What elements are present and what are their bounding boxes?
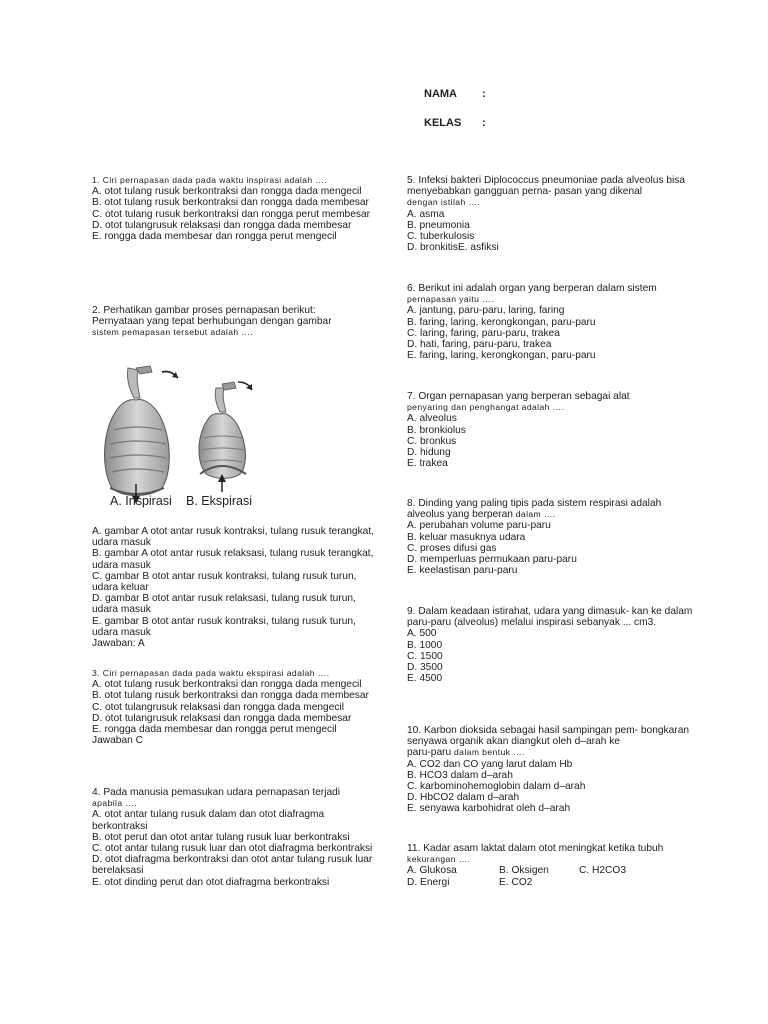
question-stem-line: kekurangan …. xyxy=(407,854,471,865)
name-colon: : xyxy=(482,88,486,100)
option-c: C. otot tulangrusuk relaksasi dan rongga dada mengecil xyxy=(92,701,345,713)
question-stem-line: penyaring dan penghangat adalah …. xyxy=(407,402,565,413)
option-e: E. CO2 xyxy=(499,876,533,888)
option-c: C. proses difusi gas xyxy=(407,542,497,554)
option-e: E. senyawa karbohidrat oleh d–arah xyxy=(407,803,571,815)
question-stem-line xyxy=(407,747,697,758)
question-stem-line: 10. Karbon dioksida sebagai hasil sampingan pem- bongkaran senyawa organik akan diangkut oleh d–arah ke xyxy=(407,725,690,748)
option-b: B. Oksigen xyxy=(499,865,549,877)
option-a: A. CO2 dan CO yang larut dalam Hb xyxy=(407,758,573,770)
class-field xyxy=(424,117,486,129)
question-stem-line xyxy=(407,509,697,520)
stem-part: dalam …. xyxy=(512,509,556,520)
question-6 xyxy=(407,283,697,361)
stem-part: paru-paru xyxy=(407,747,452,759)
option-a: A. asma xyxy=(407,208,445,220)
question-3 xyxy=(92,668,382,746)
option-c: C. karbominohemoglobin dalam d–arah xyxy=(407,781,586,793)
figure-caption-b: B. Ekspirasi xyxy=(186,494,252,508)
option-c: C. H2CO3 xyxy=(579,865,626,877)
question-2-stem xyxy=(92,305,382,339)
option-c: C. otot antar tulang rusuk luar dan otot diafragma berkontraksi xyxy=(92,843,373,855)
option-c: C. tuberkulosis xyxy=(407,231,475,243)
name-field xyxy=(424,88,486,100)
option-b: B. otot perut dan otot antar tulang rusuk luar berkontraksi xyxy=(92,831,350,843)
option-b: B. gambar A otot antar rusuk relaksasi, tulang rusuk terangkat, udara masuk xyxy=(92,548,374,571)
question-stem-line: 11. Kadar asam laktat dalam otot meningkat ketika tubuh xyxy=(407,843,664,854)
question-stem-line: apabila …. xyxy=(92,798,138,809)
question-4 xyxy=(92,787,382,888)
option-a: A. alveolus xyxy=(407,413,457,425)
option-c: C. laring, faring, paru-paru, trakea xyxy=(407,327,560,339)
question-stem-line: 6. Berikut ini adalah organ yang berperan dalam sistem xyxy=(407,283,657,294)
option-a: A. jantung, paru-paru, laring, faring xyxy=(407,305,565,317)
question-stem-line: 7. Organ pernapasan yang berperan sebagai alat xyxy=(407,391,630,402)
question-stem-line: Pernyataan yang tepat berhubungan dengan gambar xyxy=(92,316,332,328)
option-d: D. 3500 xyxy=(407,662,443,674)
option-c: C. bronkus xyxy=(407,435,457,447)
option-c: C. otot tulang rusuk berkontraksi dan rongga perut membesar xyxy=(92,208,371,220)
option-d: D. otot tulangrusuk relaksasi dan rongga dada membesar xyxy=(92,219,352,231)
option-b: B. otot tulang rusuk berkontraksi dan rongga dada membesar xyxy=(92,690,369,702)
class-colon: : xyxy=(482,117,486,129)
inspiration-lungs-icon xyxy=(105,366,179,504)
option-b: B. 1000 xyxy=(407,639,443,651)
question-stem-line: 8. Dinding yang paling tipis pada sistem respirasi adalah xyxy=(407,498,662,509)
question-stem-line: 2. Perhatikan gambar proses pernapasan berikut: xyxy=(92,305,316,316)
question-stem: 9. Dalam keadaan istirahat, udara yang dimasuk- kan ke dalam paru-paru (alveolus) melalui inspirasi sebanyak ... cm3. xyxy=(407,606,693,629)
option-d: D. gambar B otot antar rusuk relaksasi, tulang rusuk turun, udara masuk xyxy=(92,593,356,616)
question-5 xyxy=(407,175,697,253)
option-a: A. gambar A otot antar rusuk kontraksi, tulang rusuk terangkat, udara masuk xyxy=(92,526,375,549)
option-a: A. otot antar tulang rusuk dalam dan otot diafragma berkontraksi xyxy=(92,809,325,832)
option-e: E. rongga dada membesar dan rongga perut mengecil xyxy=(92,231,337,243)
option-a: A. otot tulang rusuk berkontraksi dan rongga dada mengecil xyxy=(92,679,362,691)
question-stem-line: 4. Pada manusia pemasukan udara pernapasan terjadi xyxy=(92,787,341,798)
option-e: E. rongga dada membesar dan rongga perut mengecil xyxy=(92,724,337,736)
option-e: E. keelastisan paru-paru xyxy=(407,565,518,577)
question-stem-line: dengan istilah …. xyxy=(407,197,481,208)
stem-part: alveolus yang berperan xyxy=(407,509,513,521)
expiration-lungs-icon xyxy=(199,382,252,492)
question-2-options xyxy=(92,526,382,649)
option-a: A. Glukosa xyxy=(407,865,457,877)
lungs-figure xyxy=(92,360,292,510)
option-a: A. otot tulang rusuk berkontraksi dan rongga dada mengecil xyxy=(92,186,362,198)
option-d: D. otot diafragma berkontraksi dan otot antar tulang rusuk luar berelaksasi xyxy=(92,854,373,877)
answer: Jawaban: A xyxy=(92,638,145,650)
option-e: E. trakea xyxy=(407,458,448,470)
option-e: E. otot dinding perut dan otot diafragma berkontraksi xyxy=(92,876,330,888)
question-stem-line: sistem pemapasan tersebut adalah …. xyxy=(92,327,254,338)
option-b: B. pneumonia xyxy=(407,219,470,231)
option-d: D. hati, faring, paru-paru, trakea xyxy=(407,339,552,351)
option-d: D. otot tulangrusuk relaksasi dan rongga dada membesar xyxy=(92,712,352,724)
option-c: C. 1500 xyxy=(407,650,443,662)
question-stem: 1. Ciri pernapasan dada pada waktu inspirasi adalah …. xyxy=(92,175,328,185)
question-stem-line: 5. Infeksi bakteri Diplococcus pneumoniae pada alveolus bisa menyebabkan gangguan perna- pasan yang dikenal xyxy=(407,175,686,198)
option-b: B. otot tulang rusuk berkontraksi dan rongga dada membesar xyxy=(92,197,369,209)
option-d: D. Energi xyxy=(407,876,450,888)
figure-caption-a: A. Inspirasi xyxy=(110,494,172,508)
answer: Jawaban C xyxy=(92,735,143,747)
option-b: B. faring, laring, kerongkongan, paru-paru xyxy=(407,316,596,328)
option-b: B. HCO3 dalam d–arah xyxy=(407,769,513,781)
question-9 xyxy=(407,606,697,684)
options-row-2 xyxy=(407,877,697,888)
option-d: D. HbCO2 dalam d–arah xyxy=(407,792,520,804)
option-b: B. bronkiolus xyxy=(407,424,466,436)
option-a: A. perubahan volume paru-paru xyxy=(407,520,551,532)
options-row-1 xyxy=(407,865,697,876)
option-e: E. gambar B otot antar rusuk kontraksi, tulang rusuk turun, udara masuk xyxy=(92,615,356,638)
option-e: E. 4500 xyxy=(407,673,443,685)
question-7 xyxy=(407,391,697,469)
option-d: D. bronkitisE. asfiksi xyxy=(407,242,499,254)
name-label: NAMA xyxy=(424,88,457,100)
question-1 xyxy=(92,175,382,242)
option-d: D. hidung xyxy=(407,447,451,459)
question-8 xyxy=(407,498,697,576)
option-b: B. keluar masuknya udara xyxy=(407,531,526,543)
option-a: A. 500 xyxy=(407,628,437,640)
option-e: E. faring, laring, kerongkongan, paru-paru xyxy=(407,350,596,362)
question-stem-line: pernapasan yaitu …. xyxy=(407,294,494,305)
question-11 xyxy=(407,843,697,888)
question-10 xyxy=(407,725,697,815)
option-c: C. gambar B otot antar rusuk kontraksi, tulang rusuk turun, udara keluar xyxy=(92,570,357,594)
stem-part: dalam bentuk …. xyxy=(451,747,525,758)
question-stem: 3. Ciri pernapasan dada pada waktu ekspirasi adalah …. xyxy=(92,668,330,678)
class-label: KELAS xyxy=(424,117,462,129)
option-d: D. memperluas permukaan paru-paru xyxy=(407,554,577,566)
